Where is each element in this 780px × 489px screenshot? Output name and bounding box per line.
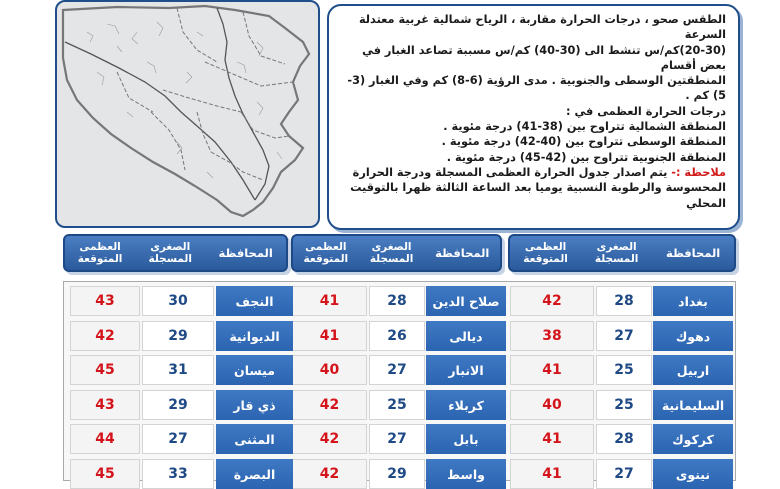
min-recorded-cell: 29 — [142, 321, 214, 351]
governorate-cell: بغداد — [653, 286, 733, 316]
max-expected-cell: 42 — [292, 390, 367, 420]
header-max-expected: العظمى المتوقعة — [77, 241, 123, 265]
governorate-cell: الانبار — [426, 355, 506, 385]
min-recorded-cell: 25 — [596, 390, 652, 420]
weather-bulletin-text — [329, 6, 738, 215]
governorate-cell: ميسان — [216, 355, 293, 385]
governorate-cell: دهوك — [653, 321, 733, 351]
header-min-recorded: الصغرى المسجلة — [369, 241, 414, 265]
min-recorded-cell: 27 — [369, 424, 425, 454]
table-header-group-3 — [63, 234, 288, 272]
governorate-cell: المثنى — [216, 424, 293, 454]
min-recorded-cell: 27 — [596, 459, 652, 489]
governorate-cell: السليمانية — [653, 390, 733, 420]
min-recorded-cell: 28 — [369, 286, 425, 316]
governorate-cell: بابل — [426, 424, 506, 454]
weather-bulletin-panel — [327, 4, 740, 230]
bulletin-line: المنطقة الجنوبية تتراوح بين (42-45) درجة مئوية . — [446, 150, 726, 164]
bulletin-line: المنطقة الوسطى تتراوح بين (40-42) درجة مئوية . — [441, 135, 726, 149]
governorate-cell: الديوانية — [216, 321, 293, 351]
table-header-group-2 — [291, 234, 502, 272]
header-governorate: المحافظة — [665, 246, 721, 260]
max-expected-cell: 41 — [510, 355, 594, 385]
map-texture — [87, 22, 282, 178]
iraq-map-panel — [55, 0, 320, 228]
iraq-map — [57, 2, 320, 228]
min-recorded-cell: 29 — [369, 459, 425, 489]
governorate-cell: نينوى — [653, 459, 733, 489]
header-min-recorded: الصغرى المسجلة — [594, 241, 639, 265]
max-expected-cell: 43 — [70, 390, 140, 420]
header-max-expected: العظمى المتوقعة — [523, 241, 568, 265]
note-label: ملاحظة :- — [671, 165, 726, 179]
governorate-cell: واسط — [426, 459, 506, 489]
governorate-cell: ذي قار — [216, 390, 293, 420]
min-recorded-cell: 31 — [142, 355, 214, 385]
min-recorded-cell: 33 — [142, 459, 214, 489]
max-expected-cell: 43 — [70, 286, 140, 316]
governorate-borders — [117, 8, 293, 180]
max-expected-cell: 45 — [70, 459, 140, 489]
min-recorded-cell: 29 — [142, 390, 214, 420]
max-expected-cell: 41 — [292, 321, 367, 351]
min-recorded-cell: 27 — [369, 355, 425, 385]
country-outline — [63, 6, 309, 216]
max-expected-cell: 41 — [510, 459, 594, 489]
max-expected-cell: 42 — [510, 286, 594, 316]
max-expected-cell: 38 — [510, 321, 594, 351]
min-recorded-cell: 30 — [142, 286, 214, 316]
table-header-group-1 — [508, 234, 736, 272]
bulletin-line: المنطقتين الوسطى والجنوبية . مدى الرؤية (6-8) كم وفي الغبار (3-5) كم . — [347, 74, 726, 103]
bulletin-line: الطقس صحو ، درجات الحرارة مقاربة ، الرياح شمالية غربية معتدلة السرعة — [358, 13, 726, 42]
max-expected-cell: 40 — [292, 355, 367, 385]
governorate-cell: اربيل — [653, 355, 733, 385]
max-expected-cell: 42 — [292, 459, 367, 489]
header-max-expected: العظمى المتوقعة — [303, 241, 349, 265]
max-expected-cell: 45 — [70, 355, 140, 385]
bulletin-line: درجات الحرارة العظمى في : — [566, 104, 726, 118]
bulletin-line: المنطقة الشمالية تتراوح بين (38-41) درجة مئوية . — [443, 120, 726, 134]
note-text: يتم اصدار جدول الحرارة العظمى المسجلة ودرجة الحرارة المحسوسة والرطوبة النسبية يوميا بعد الساعة الثالثة ظهرا بالتوقيت المحلي — [350, 165, 726, 210]
min-recorded-cell: 26 — [369, 321, 425, 351]
governorate-cell: صلاح الدين — [426, 286, 506, 316]
min-recorded-cell: 27 — [142, 424, 214, 454]
header-min-recorded: الصغرى المسجلة — [148, 241, 192, 265]
bulletin-note — [339, 165, 726, 211]
bulletin-line: (20-30)كم/س تنشط الى (30-40) كم/س مسببة تصاعد الغبار في بعض أقسام — [362, 43, 726, 72]
governorate-cell: كركوك — [653, 424, 733, 454]
min-recorded-cell: 27 — [596, 321, 652, 351]
min-recorded-cell: 25 — [596, 355, 652, 385]
header-governorate: المحافظة — [435, 246, 490, 260]
min-recorded-cell: 28 — [596, 424, 652, 454]
max-expected-cell: 40 — [510, 390, 594, 420]
governorate-cell: البصرة — [216, 459, 293, 489]
min-recorded-cell: 28 — [596, 286, 652, 316]
max-expected-cell: 42 — [292, 424, 367, 454]
governorate-cell: ديالى — [426, 321, 506, 351]
max-expected-cell: 41 — [510, 424, 594, 454]
max-expected-cell: 41 — [292, 286, 367, 316]
governorate-cell: كربلاء — [426, 390, 506, 420]
governorate-cell: النجف — [216, 286, 293, 316]
min-recorded-cell: 25 — [369, 390, 425, 420]
max-expected-cell: 42 — [70, 321, 140, 351]
max-expected-cell: 44 — [70, 424, 140, 454]
tigris-river — [217, 8, 269, 200]
header-governorate: المحافظة — [218, 246, 273, 260]
